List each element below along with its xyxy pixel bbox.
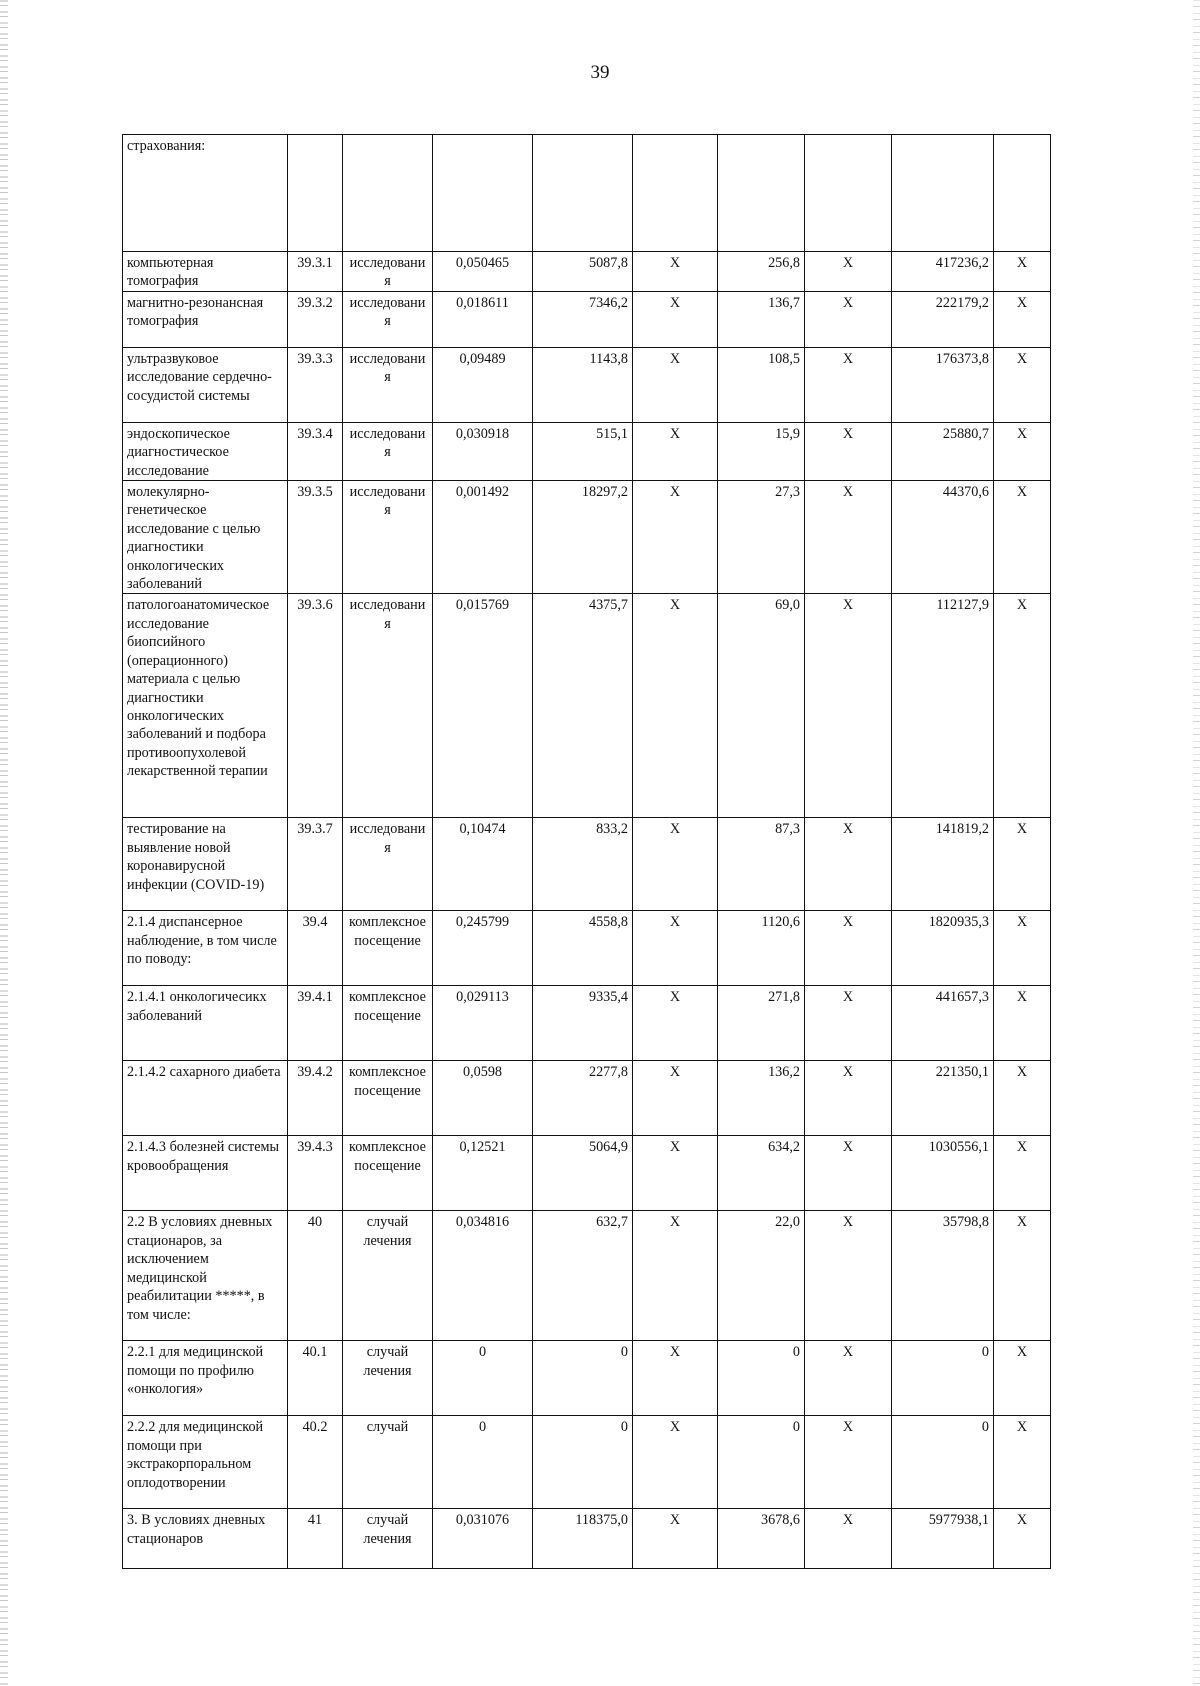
- cell-value-10: Х: [994, 1341, 1051, 1416]
- cell-value-9: 1030556,1: [892, 1136, 994, 1211]
- cell-name: 2.1.4.2 сахарного диабета: [123, 1061, 288, 1136]
- table-row: [123, 1136, 1051, 1211]
- cell-unit: случай: [343, 1416, 433, 1509]
- cell-value-7: 15,9: [718, 422, 805, 480]
- cell-unit: исследования: [343, 818, 433, 911]
- cell-value-7: 1120,6: [718, 911, 805, 986]
- cell-value-10: Х: [994, 986, 1051, 1061]
- cell-value-8: [805, 135, 892, 252]
- table-body: [123, 135, 1051, 1569]
- table-row: [123, 135, 1051, 252]
- cell-value-6: Х: [633, 1211, 718, 1341]
- cell-value-7: 0: [718, 1416, 805, 1509]
- cell-value-7: [718, 135, 805, 252]
- cell-value-5: 1143,8: [533, 347, 633, 422]
- table-row: [123, 1509, 1051, 1569]
- cell-value-5: 2277,8: [533, 1061, 633, 1136]
- cell-code: 39.4.2: [288, 1061, 343, 1136]
- cell-value-4: 0,12521: [433, 1136, 533, 1211]
- cell-unit: комплексное посещение: [343, 986, 433, 1061]
- cell-code: 39.3.3: [288, 347, 343, 422]
- cell-value-4: 0,030918: [433, 422, 533, 480]
- cell-value-7: 634,2: [718, 1136, 805, 1211]
- cell-value-6: Х: [633, 911, 718, 986]
- cell-value-4: 0,0598: [433, 1061, 533, 1136]
- table-row: [123, 911, 1051, 986]
- cell-value-8: Х: [805, 1061, 892, 1136]
- cell-value-10: Х: [994, 1136, 1051, 1211]
- cell-value-8: Х: [805, 594, 892, 818]
- cell-value-4: 0,015769: [433, 594, 533, 818]
- cell-value-9: 44370,6: [892, 481, 994, 594]
- cell-value-5: 833,2: [533, 818, 633, 911]
- cell-unit: комплексное посещение: [343, 1136, 433, 1211]
- cell-unit: исследования: [343, 291, 433, 347]
- cell-value-9: 221350,1: [892, 1061, 994, 1136]
- cell-unit: исследования: [343, 422, 433, 480]
- cell-value-7: 22,0: [718, 1211, 805, 1341]
- cell-value-10: Х: [994, 594, 1051, 818]
- cell-value-10: Х: [994, 1416, 1051, 1509]
- cell-code: 39.4: [288, 911, 343, 986]
- table-row: [123, 347, 1051, 422]
- cell-value-9: 5977938,1: [892, 1509, 994, 1569]
- cell-unit: случай лечения: [343, 1341, 433, 1416]
- cell-value-10: Х: [994, 1211, 1051, 1341]
- cell-value-10: [994, 135, 1051, 252]
- cell-value-8: Х: [805, 1136, 892, 1211]
- cell-code: 39.4.1: [288, 986, 343, 1061]
- cell-value-4: 0: [433, 1341, 533, 1416]
- cell-value-6: [633, 135, 718, 252]
- cell-value-4: 0,034816: [433, 1211, 533, 1341]
- cell-value-5: [533, 135, 633, 252]
- table-row: [123, 1061, 1051, 1136]
- table-row: [123, 1341, 1051, 1416]
- cell-name: 3. В условиях дневных стационаров: [123, 1509, 288, 1569]
- cell-value-9: 0: [892, 1416, 994, 1509]
- cell-value-6: Х: [633, 347, 718, 422]
- cell-value-10: Х: [994, 818, 1051, 911]
- cell-value-10: Х: [994, 481, 1051, 594]
- cell-name: 2.1.4.1 онкологичесикх заболеваний: [123, 986, 288, 1061]
- cell-value-9: 417236,2: [892, 252, 994, 292]
- cell-value-9: 176373,8: [892, 347, 994, 422]
- cell-value-4: 0,050465: [433, 252, 533, 292]
- cell-name: 2.2.1 для медицинской помощи по профилю «онкология»: [123, 1341, 288, 1416]
- scan-edge-left: [0, 0, 8, 1686]
- table-row: [123, 1416, 1051, 1509]
- cell-value-6: Х: [633, 1509, 718, 1569]
- cell-value-9: 1820935,3: [892, 911, 994, 986]
- cell-value-4: 0,029113: [433, 986, 533, 1061]
- cell-value-9: 35798,8: [892, 1211, 994, 1341]
- cell-value-5: 0: [533, 1416, 633, 1509]
- cell-value-7: 27,3: [718, 481, 805, 594]
- cell-name: патологоанатомическое исследование биопсийного (операционного) материала с целью диагностики онкологических заболеваний и подбора противоопухолевой лекарственной терапии: [123, 594, 288, 818]
- cell-unit: исследования: [343, 347, 433, 422]
- cell-value-5: 118375,0: [533, 1509, 633, 1569]
- cell-code: 39.3.2: [288, 291, 343, 347]
- cell-value-6: Х: [633, 986, 718, 1061]
- table-row: [123, 1211, 1051, 1341]
- cell-value-6: Х: [633, 291, 718, 347]
- cell-unit: комплексное посещение: [343, 911, 433, 986]
- cell-value-5: 632,7: [533, 1211, 633, 1341]
- cell-value-10: Х: [994, 291, 1051, 347]
- table-row: [123, 818, 1051, 911]
- cell-value-9: 222179,2: [892, 291, 994, 347]
- cell-value-7: 256,8: [718, 252, 805, 292]
- cell-value-4: 0,001492: [433, 481, 533, 594]
- cell-value-7: 271,8: [718, 986, 805, 1061]
- cell-value-4: [433, 135, 533, 252]
- cell-name: компьютерная томография: [123, 252, 288, 292]
- cell-value-9: 25880,7: [892, 422, 994, 480]
- cell-code: 41: [288, 1509, 343, 1569]
- cell-code: 39.3.1: [288, 252, 343, 292]
- cell-value-4: 0,018611: [433, 291, 533, 347]
- cell-value-8: Х: [805, 818, 892, 911]
- data-table: [122, 134, 1051, 1569]
- cell-value-8: Х: [805, 986, 892, 1061]
- cell-code: 39.4.3: [288, 1136, 343, 1211]
- cell-code: 39.3.4: [288, 422, 343, 480]
- scan-edge-right: [1193, 0, 1200, 1686]
- cell-value-8: Х: [805, 1509, 892, 1569]
- cell-code: 40.2: [288, 1416, 343, 1509]
- cell-value-7: 108,5: [718, 347, 805, 422]
- cell-unit: случай лечения: [343, 1211, 433, 1341]
- cell-value-9: [892, 135, 994, 252]
- cell-name: молекулярно-генетическое исследование с целью диагностики онкологических заболеваний: [123, 481, 288, 594]
- cell-value-5: 5064,9: [533, 1136, 633, 1211]
- cell-value-5: 5087,8: [533, 252, 633, 292]
- cell-value-5: 18297,2: [533, 481, 633, 594]
- cell-value-4: 0: [433, 1416, 533, 1509]
- table-row: [123, 594, 1051, 818]
- cell-name: 2.1.4.3 болезней системы кровообращения: [123, 1136, 288, 1211]
- cell-unit: [343, 135, 433, 252]
- cell-value-5: 4375,7: [533, 594, 633, 818]
- cell-value-8: Х: [805, 347, 892, 422]
- cell-value-7: 87,3: [718, 818, 805, 911]
- table-row: [123, 422, 1051, 480]
- cell-value-7: 69,0: [718, 594, 805, 818]
- table-row: [123, 252, 1051, 292]
- cell-value-5: 0: [533, 1341, 633, 1416]
- cell-name: 2.2.2 для медицинской помощи при экстракорпоральном оплодотворении: [123, 1416, 288, 1509]
- cell-code: [288, 135, 343, 252]
- cell-unit: комплексное посещение: [343, 1061, 433, 1136]
- cell-value-6: Х: [633, 1416, 718, 1509]
- cell-value-8: Х: [805, 252, 892, 292]
- cell-value-7: 0: [718, 1341, 805, 1416]
- cell-value-9: 141819,2: [892, 818, 994, 911]
- table-row: [123, 481, 1051, 594]
- cell-value-9: 112127,9: [892, 594, 994, 818]
- cell-value-5: 7346,2: [533, 291, 633, 347]
- cell-code: 39.3.5: [288, 481, 343, 594]
- cell-value-10: Х: [994, 1509, 1051, 1569]
- cell-code: 40: [288, 1211, 343, 1341]
- cell-value-4: 0,09489: [433, 347, 533, 422]
- cell-value-6: Х: [633, 252, 718, 292]
- cell-value-10: Х: [994, 252, 1051, 292]
- cell-value-7: 136,2: [718, 1061, 805, 1136]
- cell-value-4: 0,245799: [433, 911, 533, 986]
- cell-value-10: Х: [994, 347, 1051, 422]
- cell-value-8: Х: [805, 1211, 892, 1341]
- cell-value-9: 441657,3: [892, 986, 994, 1061]
- cell-name: ультразвуковое исследование сердечно-сосудистой системы: [123, 347, 288, 422]
- cell-value-5: 9335,4: [533, 986, 633, 1061]
- cell-value-10: Х: [994, 911, 1051, 986]
- cell-value-6: Х: [633, 1061, 718, 1136]
- cell-code: 39.3.6: [288, 594, 343, 818]
- cell-value-5: 4558,8: [533, 911, 633, 986]
- cell-unit: случай лечения: [343, 1509, 433, 1569]
- cell-value-8: Х: [805, 911, 892, 986]
- page-number: 39: [590, 62, 610, 83]
- cell-unit: исследования: [343, 594, 433, 818]
- cell-value-8: Х: [805, 1416, 892, 1509]
- cell-name: страхования:: [123, 135, 288, 252]
- cell-value-4: 0,10474: [433, 818, 533, 911]
- cell-value-7: 3678,6: [718, 1509, 805, 1569]
- cell-value-4: 0,031076: [433, 1509, 533, 1569]
- cell-value-6: Х: [633, 481, 718, 594]
- cell-value-6: Х: [633, 1136, 718, 1211]
- cell-value-6: Х: [633, 1341, 718, 1416]
- cell-value-9: 0: [892, 1341, 994, 1416]
- cell-name: тестирование на выявление новой коронавирусной инфекции (COVID-19): [123, 818, 288, 911]
- cell-value-6: Х: [633, 594, 718, 818]
- cell-name: магнитно-резонансная томография: [123, 291, 288, 347]
- cell-name: 2.1.4 диспансерное наблюдение, в том числе по поводу:: [123, 911, 288, 986]
- cell-value-7: 136,7: [718, 291, 805, 347]
- cell-value-6: Х: [633, 422, 718, 480]
- cell-value-8: Х: [805, 422, 892, 480]
- table-row: [123, 986, 1051, 1061]
- cell-value-10: Х: [994, 1061, 1051, 1136]
- cell-value-8: Х: [805, 1341, 892, 1416]
- cell-unit: исследования: [343, 481, 433, 594]
- table-row: [123, 291, 1051, 347]
- cell-value-5: 515,1: [533, 422, 633, 480]
- cell-unit: исследования: [343, 252, 433, 292]
- cell-name: эндоскопическое диагностическое исследование: [123, 422, 288, 480]
- cell-value-8: Х: [805, 481, 892, 594]
- cell-code: 39.3.7: [288, 818, 343, 911]
- cell-name: 2.2 В условиях дневных стационаров, за исключением медицинской реабилитации *****, в том числе:: [123, 1211, 288, 1341]
- cell-value-8: Х: [805, 291, 892, 347]
- cell-value-10: Х: [994, 422, 1051, 480]
- cell-code: 40.1: [288, 1341, 343, 1416]
- cell-value-6: Х: [633, 818, 718, 911]
